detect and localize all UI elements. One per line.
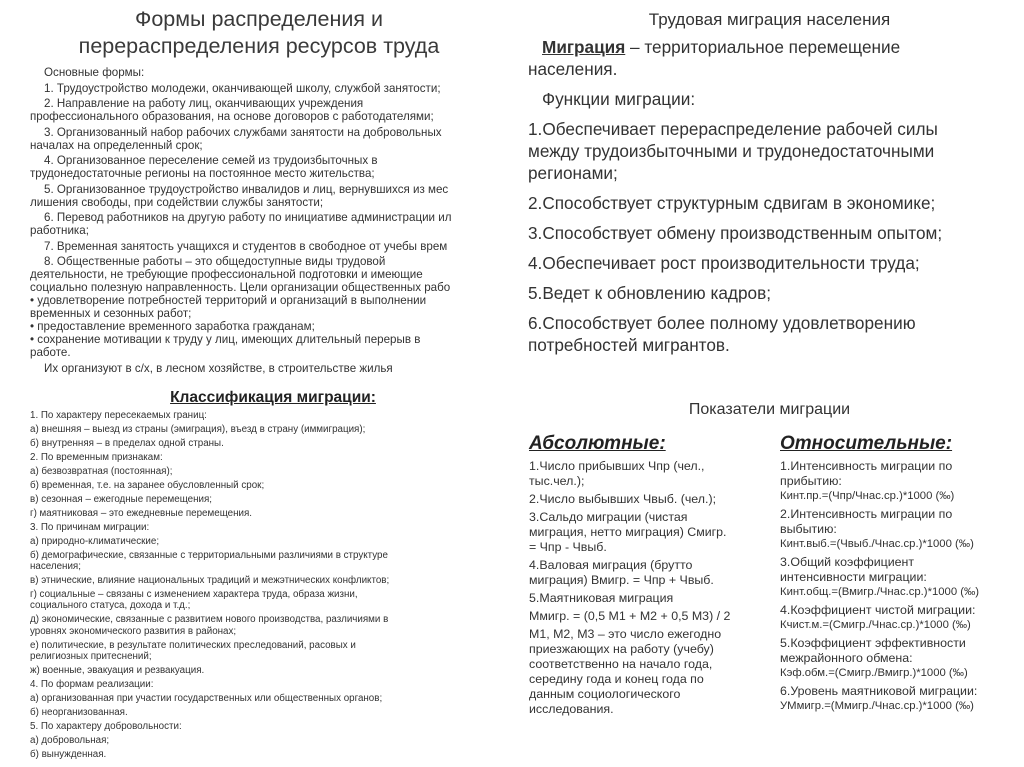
- text-line: 5.Ведет к обновлению кадров;: [528, 283, 771, 303]
- text-line: профессионального образования, на основе договоров с работодателями;: [30, 110, 434, 123]
- slide-labor-migration: [515, 0, 1024, 383]
- text-line: а) природно-климатические;: [30, 536, 160, 547]
- slide-migration-indicators: [515, 385, 1024, 767]
- text-line: лишения свободы, при содействии службы занятости;: [30, 195, 324, 209]
- text-line: между трудоизбыточными и трудонедостаточными: [528, 141, 935, 161]
- text-line: прибытию:: [780, 474, 842, 488]
- text-line: б) временная, т.е. на заранее обусловленный срок;: [30, 480, 265, 491]
- term: Миграция: [542, 37, 626, 57]
- text-line: тыс.чел.);: [529, 474, 585, 488]
- slide-labor-redistribution-forms: [0, 0, 508, 383]
- text-line: 6.Способствует более полному удовлетворению: [528, 313, 916, 333]
- slide-title: Классификация миграции:: [170, 389, 376, 406]
- text-line: 2. По временным признакам:: [30, 452, 163, 463]
- text-line: Их организуют в с/х, в лесном хозяйстве, в строительстве жилья: [44, 361, 393, 375]
- text-line: временных и сезонных работ;: [30, 307, 192, 320]
- relative-indicators: [780, 433, 1024, 714]
- text-line: а) внешняя – выезд из страны (эмиграция), въезд в страну (иммиграция);: [30, 424, 366, 435]
- text-line: 4. Организованное переселение семей из трудоизбыточных в: [44, 154, 378, 167]
- text-line: • сохранение мотивации к труду у лиц, имеющих длительный перерыв в: [30, 333, 421, 346]
- text-line: исследования.: [529, 702, 614, 716]
- text-line: в) сезонная – ежегодные перемещения;: [30, 494, 213, 505]
- text-line: 1. По характеру пересекаемых границ:: [30, 410, 207, 421]
- text-line: 4.Обеспечивает рост производительности труда;: [528, 253, 920, 273]
- text-line: е) политические, в результате политических преследований, расовых и: [30, 639, 356, 651]
- text-line: работе.: [30, 346, 71, 359]
- text-line: населения.: [528, 59, 618, 79]
- text-line: трудонедостаточные регионы на постоянное место жительства;: [30, 167, 375, 180]
- text-line: социального статуса, дохода и т.д.;: [30, 600, 191, 612]
- text-line: а) организованная при участии государственных или общественных органов;: [30, 692, 383, 704]
- text-line: 4. По формам реализации:: [30, 678, 154, 690]
- text-line: 3.Способствует обмену производственным опытом;: [528, 223, 943, 243]
- text-line: а) безвозвратная (постоянная);: [30, 466, 173, 477]
- text-line: 3.Сальдо миграции (чистая: [529, 510, 688, 524]
- migration-functions: [515, 36, 1024, 356]
- text-line: Кинт.общ.=(Вмигр./Чнас.ср.)*1000 (‰): [780, 586, 980, 598]
- text-line: выбытию:: [780, 522, 837, 536]
- text-line: Основные формы:: [44, 66, 145, 79]
- text-line: • удовлетворение потребностей территорий и организаций в выполнении: [30, 294, 427, 307]
- text-line: 2.Интенсивность миграции по: [780, 507, 953, 521]
- text-line: работника;: [30, 224, 89, 237]
- text-line: в) этнические, влияние национальных традиций и межэтнических конфликтов;: [30, 575, 390, 587]
- text-line: потребностей мигрантов.: [528, 335, 730, 355]
- text-line: соответственно на начало года,: [529, 657, 713, 671]
- text-line: религиозных притеснений;: [30, 650, 152, 662]
- slide-title: Трудовая миграция населения: [648, 10, 891, 29]
- text-line: б) демографические, связанные с территориальными различиями в структуре: [30, 550, 388, 561]
- text-line: Кинт.пр.=(Чпр/Чнас.ср.)*1000 (‰): [780, 490, 955, 502]
- text-line: 6. Перевод работников на другую работу по инициативе администрации ил: [44, 211, 452, 224]
- text-line: 5. По характеру добровольности:: [30, 720, 182, 732]
- column-heading: Абсолютные:: [529, 433, 666, 454]
- text-line: 1.Интенсивность миграции по: [780, 459, 953, 473]
- text-line: Кэф.обм.=(Смигр./Вмигр.)*1000 (‰): [780, 667, 968, 679]
- column-heading: Относительные:: [780, 433, 953, 454]
- absolute-indicators: [529, 433, 769, 717]
- text-line: б) вынужденная.: [30, 748, 107, 760]
- title-line: Формы распределения и: [134, 7, 384, 31]
- text-line: = Чпр - Чвыб.: [529, 540, 607, 554]
- text-line: 1. Трудоустройство молодежи, оканчивающей школу, службой занятости;: [44, 81, 441, 95]
- text-line: 4.Коэффициент чистой миграции:: [780, 603, 976, 617]
- classification-list: [0, 410, 510, 760]
- text-line: началах на определенный срок;: [30, 138, 203, 152]
- text-line: 5.Маятниковая миграция: [529, 591, 674, 605]
- text-line: Кинт.выб.=(Чвыб./Чнас.ср.)*1000 (‰): [780, 538, 974, 550]
- text-line: населения;: [30, 561, 81, 573]
- text-line: 8. Общественные работы – это общедоступные виды трудовой: [44, 255, 386, 268]
- title-line: перераспределения ресурсов труда: [78, 34, 440, 58]
- text-line: д) экономические, связанные с развитием нового производства, различиями в: [30, 614, 389, 626]
- forms-list: [0, 66, 508, 375]
- text-line: 1.Обеспечивает перераспределение рабочей силы: [528, 119, 938, 139]
- text-line: середину года и конец года по: [529, 672, 704, 686]
- text-line: а) добровольная;: [30, 734, 110, 746]
- slide-title: Показатели миграции: [688, 401, 851, 418]
- text-line: г) социальные – связаны с изменением характера труда, образа жизни,: [30, 589, 358, 601]
- text-line: 1.Число прибывших Чпр (чел.,: [529, 459, 705, 473]
- text-line: б) внутренняя – в пределах одной страны.: [30, 438, 224, 449]
- text-line: межрайонного обмена:: [780, 651, 913, 665]
- text-line: г) маятниковая – это ежедневные перемещения.: [30, 508, 253, 519]
- text-line: 4.Валовая миграция (брутто: [529, 558, 693, 572]
- slide-title: [0, 6, 508, 60]
- text-line: ж) военные, эвакуация и резвакуация.: [30, 664, 205, 676]
- text-line: 2.Способствует структурным сдвигам в экономике;: [528, 193, 936, 213]
- text-line: социально полезную направленность. Цели организации общественных рабо: [30, 281, 451, 294]
- text-line: М1, М2, М3 – это число ежегодно: [529, 627, 722, 641]
- text-line: данным социологического: [529, 687, 681, 701]
- text-line: миграция, нетто миграция) Смигр.: [529, 525, 727, 539]
- text-line: УМмигр.=(Ммигр./Чнас.ср.)*1000 (‰): [780, 700, 974, 712]
- text-line: 3.Общий коэффициент: [780, 555, 915, 569]
- text-line: • предоставление временного заработка гражданам;: [30, 320, 315, 333]
- text-line: миграция) Вмигр. = Чпр + Чвыб.: [529, 573, 714, 587]
- text-line: 7. Временная занятость учащихся и студентов в свободное от учебы врем: [44, 239, 448, 253]
- text-line: интенсивности миграции:: [780, 570, 927, 584]
- definition: – территориальное перемещение: [625, 37, 901, 57]
- slide-migration-classification: [0, 385, 510, 767]
- text-line: деятельности, не требующие профессиональной подготовки и имеющие: [30, 268, 423, 281]
- text-line: Функции миграции:: [542, 89, 696, 109]
- text-line: уровнях экономического развития в районах;: [30, 625, 237, 637]
- text-line: 3. Организованный набор рабочих службами занятости на добровольных: [44, 125, 442, 139]
- text-line: 5. Организованное трудоустройство инвалидов и лиц, вернувшихся из мес: [44, 182, 449, 196]
- text-line: Ммигр. = (0,5 М1 + М2 + 0,5 М3) / 2: [529, 609, 731, 623]
- text-line: 5.Коэффициент эффективности: [780, 636, 966, 650]
- text-line: б) неорганизованная.: [30, 706, 128, 718]
- text-line: Кчист.м.=(Смигр./Чнас.ср.)*1000 (‰): [780, 619, 971, 631]
- text-line: 3. По причинам миграции:: [30, 522, 150, 533]
- text-line: 6.Уровень маятниковой миграции:: [780, 684, 978, 698]
- definition-line: [528, 36, 1024, 58]
- text-line: 2. Направление на работу лиц, оканчивающих учреждения: [44, 97, 364, 110]
- text-line: 2.Число выбывших Чвыб. (чел.);: [529, 492, 717, 506]
- text-line: регионами;: [528, 163, 618, 183]
- text-line: приезжающих на работу (учебу): [529, 642, 714, 656]
